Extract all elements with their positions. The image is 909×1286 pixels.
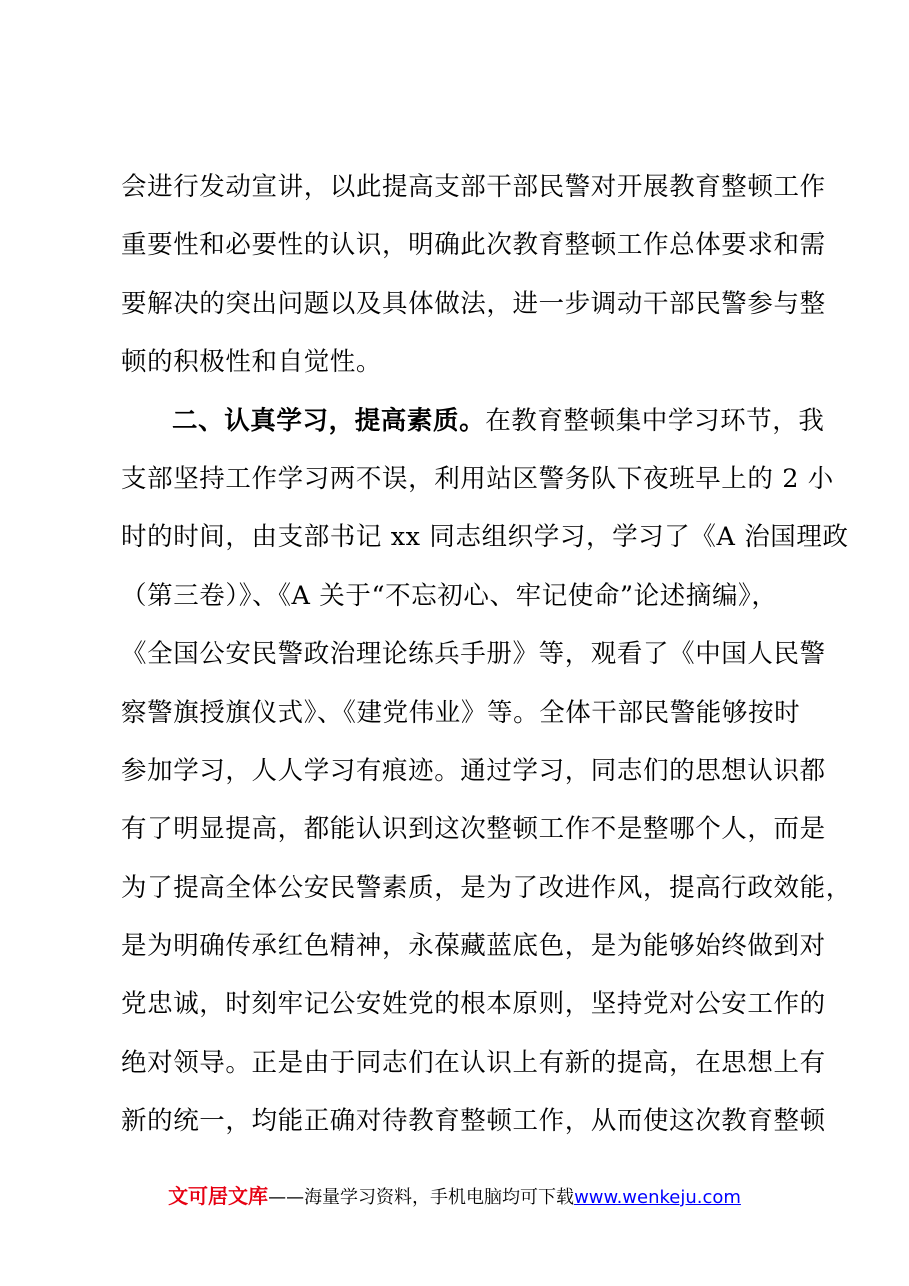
footer-link[interactable]: www.wenkeju.com [574, 1187, 741, 1208]
body-text [121, 158, 852, 1151]
text-line: 要解决的突出问题以及具体做法，进一步调动干部民警参与整 [121, 288, 826, 319]
text-line: 党忠诚，时刻牢记公安姓党的根本原则，坚持党对公安工作的 [121, 989, 826, 1020]
text-line: （第三卷）》、《A 关于“不忘初心、牢记使命”论述摘编》， [121, 580, 778, 611]
text-line: 是为明确传承红色精神，永葆藏蓝底色，是为能够始终做到对 [121, 931, 826, 962]
text-line: 《全国公安民警政治理论练兵手册》等，观看了《中国人民警 [121, 639, 826, 670]
footer-dash: —— [268, 1187, 305, 1208]
section-heading: 二、认真学习，提高素质。 [172, 405, 486, 436]
section-heading-line [121, 392, 825, 450]
text-line: 察警旗授旗仪式》、《建党伟业》等。全体干部民警能够按时 [121, 697, 801, 728]
text-line: 支部坚持工作学习两不误，利用站区警务队下夜班早上的 2 小 [121, 463, 834, 494]
text-line: 顿的积极性和自觉性。 [121, 347, 383, 378]
text-line: 会进行发动宣讲，以此提高支部干部民警对开展教育整顿工作 [121, 172, 826, 202]
text-line: 为了提高全体公安民警素质，是为了改进作风，提高行政效能， [121, 872, 852, 903]
footer-banner [0, 1180, 909, 1209]
text-line: 时的时间，由支部书记 xx 同志组织学习，学习了《A 治国理政 [121, 522, 849, 553]
footer-slogan: 海量学习资料，手机电脑均可下载 [304, 1187, 575, 1208]
text-line: 新的统一，均能正确对待教育整顿工作，从而使这次教育整顿 [121, 1106, 826, 1137]
footer-brand: 文可居文库 [168, 1184, 269, 1208]
text-line: 参加学习，人人学习有痕迹。通过学习，同志们的思想认识都 [121, 755, 826, 786]
text-fragment: 在教育整顿集中学习环节，我 [485, 405, 825, 436]
text-line: 有了明显提高，都能认识到这次整顿工作不是整哪个人，而是 [121, 814, 826, 845]
text-line: 重要性和必要性的认识，明确此次教育整顿工作总体要求和需 [121, 230, 826, 261]
text-line: 绝对领导。正是由于同志们在认识上有新的提高，在思想上有 [121, 1047, 826, 1078]
